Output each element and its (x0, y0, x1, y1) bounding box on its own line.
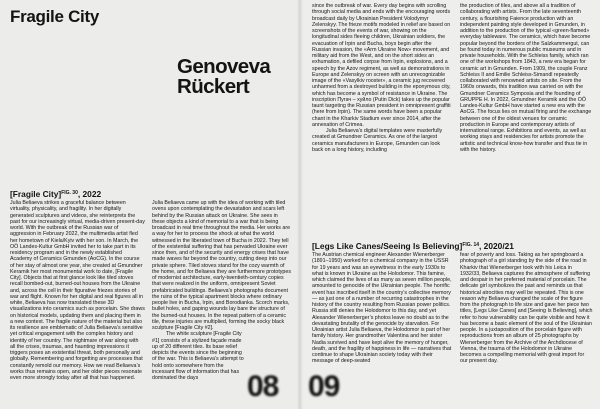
body-paragraph: The Austrian chemical engineer Alexander Wienerberger (1891–1950) worked for a chemical company in the USSR for 19 years and was an eyewitness in the early 1930s to what is known in Ukraine as the Holodomor. This famine, which claimed the lives of as many as seven million people, amounted to genocide of the Ukrainian people. The horrific event has inscribed itself in the country’s collective memory — as just one of a number of recurring catastrophes in the history of the country resulting from Russian power politics. Russia still denies the Holodomor to this day, and yet Alexander Wienerberger’s photos leave no doubt as to the devastating brutality of the genocide by starvation. For Ukrainian artist Julia Beliaeva, the Holodomor is part of her family history. Her grandmother Valentina and her sister Nadia survived and have kept alive the memory of hunger, death, and the fragility of happiness in life — narratives that continue to shape Ukrainian society today with their message of deep-seated (312, 252, 452, 365)
body-paragraph: Julia Beliaeva came up with the idea of working with tiled ovens upon contemplating the devastation and scars left behind by the Russian attack on Ukraine. She sees in these objects a kind of memorial to a war that is being broadcast in real time throughout the media. Her works are a way for her to process the shock at what the world witnessed in the liberated town of Bucha in 2022. They tell of the existential suffering that has pervaded Ukraine ever since then, and of the security and energy crises that have made waves far beyond the country, cutting deep into our private sphere. Tiled stoves stand for the cozy warmth of the home, and for Beliaeva they are furthermore prototypes of modernist architecture, early-twentieth-century copies that were realized in the uniform, omnipresent Soviet prefabricated buildings. Beliaeva’s photographs document the ruins of the typical apartment blocks where ordinary people live in Bucha, Irpin, and Borodianka. Scorch marks, bullet holes, and gaping wounds lay bare the structure of the burned-out houses. In the repeat pattern of a ceramic tile, these injuries are multiplied, forming the socky black sculpture [Fragile City #2]. (152, 200, 291, 331)
body-paragraph: The white sculpture [Fragile City #1] consists of a stylized façade made up of 20 different tiles. Its base relief depicts the events since the beginning of the war. This is Beliaeva’s attempt to hold onto somewhere from the incessant flow of information that has dominated the days (152, 331, 244, 381)
figure-reference: FIG. 14 (462, 242, 480, 248)
entry-title: [Legs Like Canes/Seeing Is Believing] (312, 241, 463, 251)
entry-heading-fragile-city (10, 188, 101, 199)
body-paragraph: the production of tiles, and above all a tradition of collaborating with artists. From the late seventeenth century, a flourishing Faience production with an independent painting style developed in Gmunden, in addition to the production of the typical «green-flamed» everyday tableware. The ceramics, which have become popular beyond the borders of the Salzkammergut, can be found today in numerous public museums and in private households. With the Schleiss family, which ran one of the workshops from 1843, a new era began for ceramic art in Gmunden. From 1909, the couple Franz Schleiss II and Emilie Schleiss-Simandl repeatedly collaborated with renowned artists on site. From the 1960s onwards, this tradition was carried on with the Gmundner Ceramics Symposia and the founding of GRUPPE H. In 2022, Gmundner Keramik and the OÖ Landes-Kultur GmbH have started a new era with the AoCG. The focus lies on mutual firing and the exchange between one of the oldest venues for ceramic production in Europe and contemporary artists of international range. Exhibitions and events, as well as working stays and residencies for artists promote the artistic and technical know-how transfer and thus tie in with the history. (460, 3, 592, 153)
page-number: 08 (247, 370, 279, 403)
text-column-2 (152, 200, 292, 381)
right-page (300, 0, 600, 409)
body-paragraph: since the outbreak of war. Every day begins with scrolling through social media and ends with the encouraging words broadcast daily by Ukrainian President Volodymyr Zelenskyy. The frieze motifs modeled in relief are based on screenshots of the events of war, showing on the longitudinal sides fleeing children, Ukrainian soldiers, the evacuation of Irpin and Bucha, boys begin after the Russian invasion, the «Arm Ukraine Now» movement, and military aid from the West, and on the short sides an exhumation, a defiled corpse from Irpin, explosions, and a speech by the Azov regiment, as well as demonstrations in Europe and Zelenskyy on screen with an unrecognizable image of the «Vasylkiv rooster», a ceramic jug recovered unharmed from a destroyed building in the eponymous city, which has become a symbol of resistance in Ukraine. The inscription Пугач – хуйло (Putin Dick) takes up the popular taunt targeting the Russian president in omnipresent graffiti (here from Irpin). The same words have been a popular chant in the Kharkiv Stadium ever since 2014, after the annexation of Crimea. (312, 3, 451, 128)
page-number: 09 (308, 370, 340, 403)
body-paragraph: Julia Beliaeva strikes a graceful balance between virtuality, physicality, and fragility. In her digitally generated sculptures and videos, she reinterprets the past for our increasingly virtual, media-driven present-day world. With the outbreak of the Russian war of aggression in February 2022, the multimedia artist fled her hometown of Kiela/Kyiv with her son. In March, the OÖ Landes-Kultur GmbH invited her to take part in its residency program and in the newly established Academy of Ceramics Gmunden (AoCG). In the course of her stay of almost one year, she created at Gmundner Keramik her most monumental work to date, [Fragile City]. Objects that at first glance look like tiled stoves recall bombed-out, burned-out houses from the Ukraine and, across the cell in their figurative friezes stories of war and flight. Known for her digital and real figures all in white, Beliaeva has now translated these 3D visualizations into ceramics such as porcelain. She draws on historical models, updating them and placing them in a new context. The fragile nature of the material but also its resilience are emblematic of Julia Beliaeva’s sensitive yet critical engagement with the complex history and identity of her country. The nightmare of war along with all the crises, traumas, and haunting impressions it triggers poses an existential threat, both personally and globally. Remembering and forgetting are processes that constantly remold our memory. How we read Beliaeva’s works thus remains open, and her older pieces resonate even more strongly today after all that has happened. (10, 200, 145, 381)
text-column-1 (10, 200, 145, 381)
entry-title: [Fragile City] (10, 189, 62, 199)
body-paragraph: Julia Beliaeva’s digital templates were masterfully created at Gmundner Ceramics. As one of the largest ceramics manufacturers in Europe, Gmunden can look back on a long history, including (312, 128, 443, 153)
entry-year: , 2022 (77, 189, 102, 199)
author-name: Genoveva Rückert (177, 55, 271, 98)
figure-reference: FIG. 30 (61, 190, 78, 196)
text-column-2 (460, 3, 593, 153)
body-paragraph: fear of poverty and loss. Taking as her springboard a photograph of a girl standing by the side of the road in Kharkiv that Wienerberger took with his Leica in 1932/33, Beliaeva captures the atmosphere of suffering and despair in her preferred material of porcelain. The delicate girl symbolizes the past and reminds us that historical atrocities may well be repeated. This is one reason why Beliaeva changed the scale of the figure from the photograph to life size and gave her piece two titles, [Legs Like Canes] and [Seeing Is Believing], which refer to how vulnerability can be quite visible and how it has become a basic element of the soul of the Ukrainian people. In a juxtaposition of the porcelain figure with reproductions from an album of 25 photographs by Wienerberger from the Archive of the Archdiocese of Vienna, the trauma of the Holodomor in Ukraine becomes a compelling memorial with great import for our present day. (460, 252, 593, 365)
entry-year: , 2020/21 (479, 241, 514, 251)
entry-heading-legs-like-canes (312, 240, 514, 251)
text-column-3 (312, 252, 452, 365)
book-gutter (297, 0, 303, 409)
text-column-4 (460, 252, 593, 365)
section-title: Fragile City (10, 7, 99, 26)
text-column-1 (312, 3, 452, 153)
